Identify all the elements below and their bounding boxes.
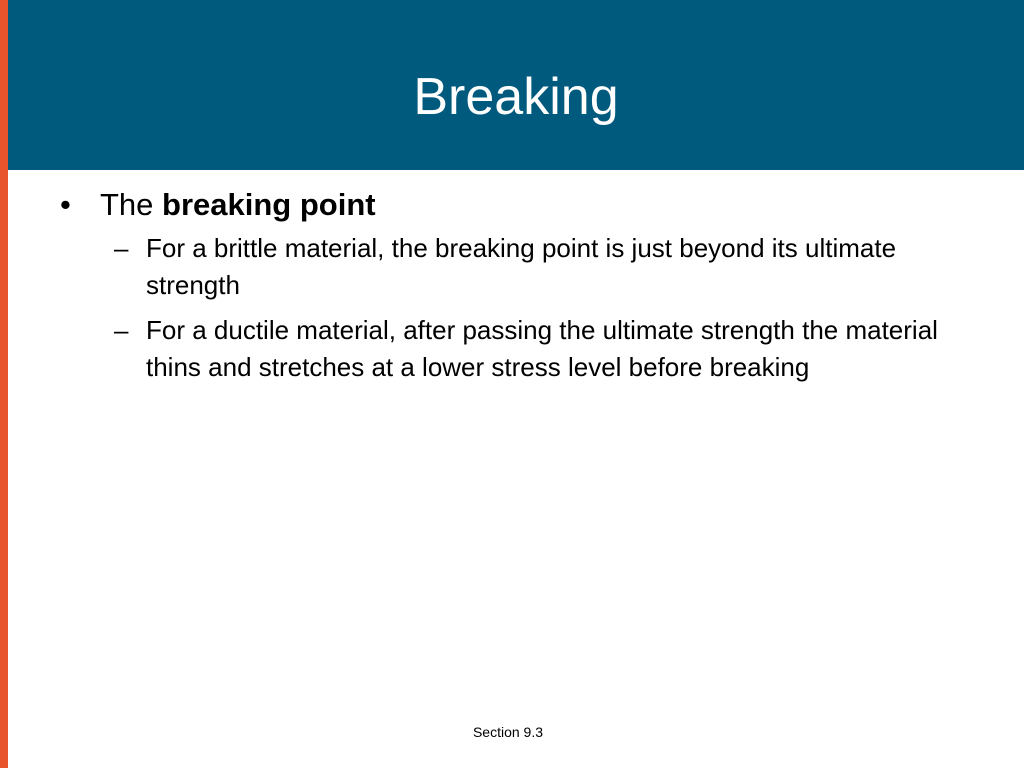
left-accent-bar: [0, 0, 8, 768]
dash-icon: –: [114, 233, 129, 263]
bullet-prefix: The: [100, 187, 163, 222]
sub-bullet-list: [60, 230, 960, 386]
footer-section-label: Section 9.3: [472, 724, 544, 740]
bullet-dot-icon: •: [60, 187, 71, 222]
sub-bullet-brittle: [114, 230, 960, 304]
slide-body: [60, 184, 960, 394]
sub-bullet-ductile: [114, 312, 960, 386]
bullet-breaking-point: [60, 184, 960, 226]
sub-bullet-text: For a ductile material, after passing the ultimate strength the material thins and stretches at a lower stress level before breaking: [146, 315, 938, 382]
slide-title: Breaking: [413, 68, 619, 126]
dash-icon: –: [114, 315, 129, 345]
sub-bullet-text: For a brittle material, the breaking point is just beyond its ultimate strength: [146, 233, 897, 300]
bullet-bold-term: breaking point: [162, 187, 376, 222]
